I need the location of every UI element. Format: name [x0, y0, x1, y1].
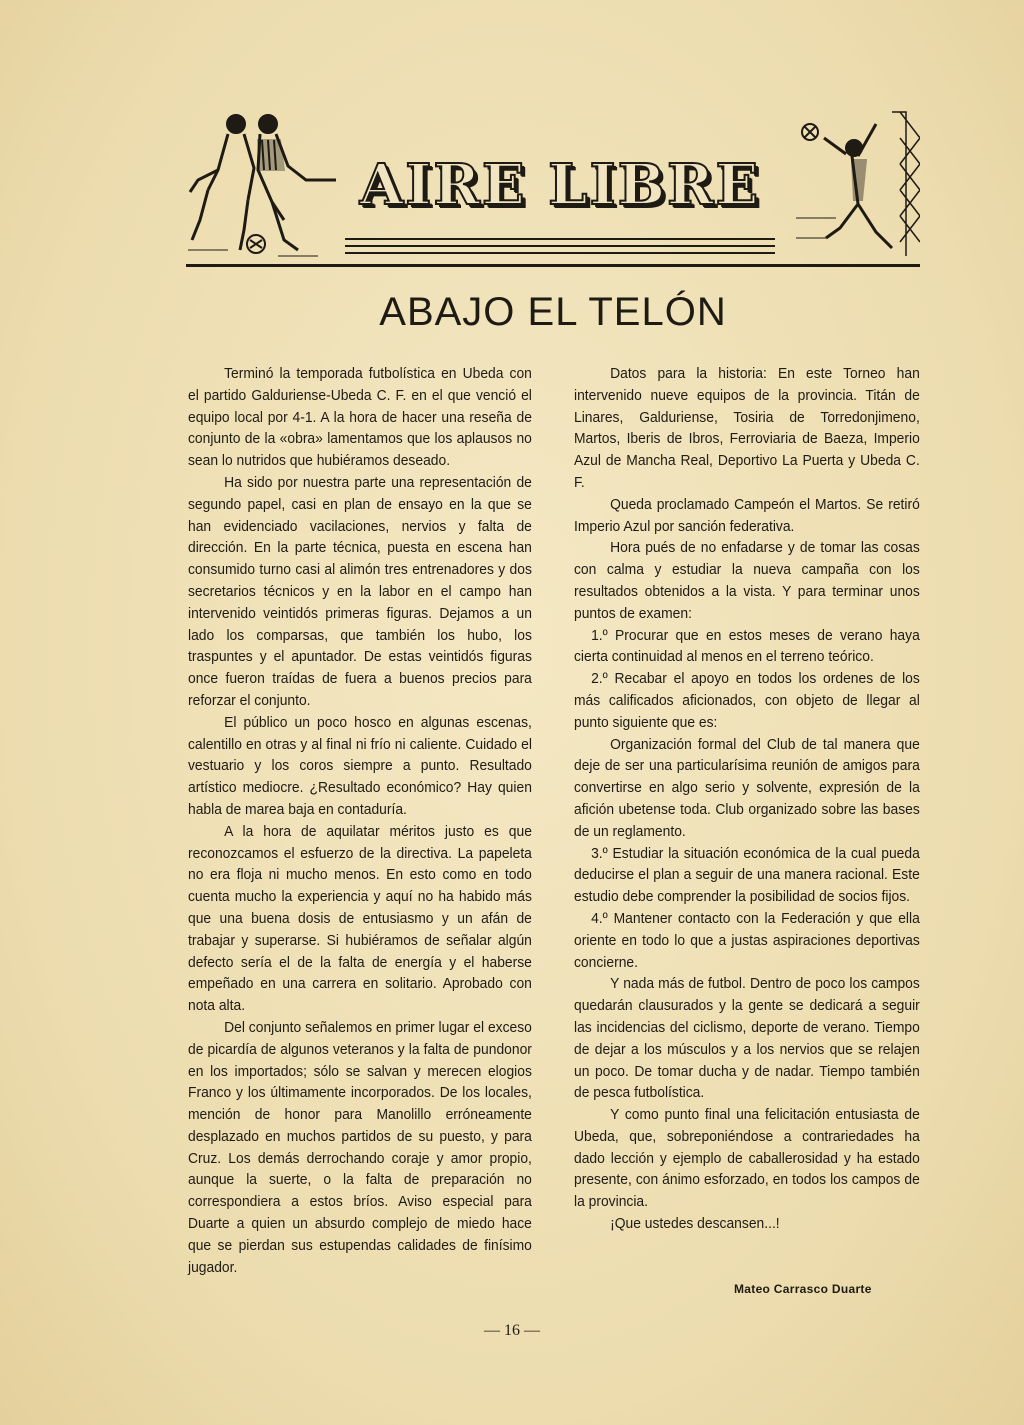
paragraph: Y como punto final una felicitación entusiasta de Ubeda, que, sobreponiéndose a contrariedades ha dado lección y ejemplo de caballerosidad y ha estado presente, con ánimo esforzado, en todos los campos de la provincia. — [574, 1107, 920, 1211]
paragraph: Ha sido por nuestra parte una representación de segundo papel, casi en plan de ensayo en la que se han evidenciado vacilaciones, nervios y falta de dirección. En la parte técnica, puesta en escena han consumido turno casi al alimón tres entrenadores y dos secretarios técnicos y en la labor en el campo han intervenido veintidós primeras figuras. Dejamos a un lado los comparsas, que también los hubo, los traspuntes y el apuntador. De estas veintidós figuras once fueron traídas de fuera a buenos precios para reforzar el conjunto. — [188, 474, 532, 709]
numbered-point: 4.º Mantener contacto con la Federación y que ella oriente en todo lo que a justas aspiraciones deportivas concierne. — [574, 910, 920, 971]
numbered-point: 3.º Estudiar la situación económica de la cual pueda deducirse el plan a seguir de una manera racional. Este estudio debe comprender la posibilidad de socios fijos. — [574, 845, 920, 906]
paragraph: Y nada más de futbol. Dentro de poco los campos quedarán clausurados y la gente se dedicará a seguir las incidencias del ciclismo, deporte de verano. Tiempo de dejar a los músculos y a los nervios que se relajen un poco. De tomar ducha y de nadar. Tiempo también de pesca futbolística. — [574, 976, 920, 1102]
header-rule — [186, 264, 920, 267]
masthead-title: AIRE LIBRE — [359, 152, 761, 218]
page-number: — 16 — — [484, 1322, 540, 1339]
right-column — [574, 364, 920, 1236]
numbered-point: 2.º Recabar el apoyo en todos los ordenes de los más calificados aficionados, con objeto de llegar al punto siguiente que es: — [574, 671, 920, 731]
left-column — [188, 364, 532, 1279]
masthead-lines — [345, 238, 775, 259]
closing-line: ¡Que ustedes descansen...! — [610, 1216, 780, 1233]
paragraph: El público un poco hosco en algunas escenas, calentillo en otras y al final ni frío ni caliente. Cuidado el vestuario y los coros siempre a punto. Resultado artístico mediocre. ¿Resultado económico? Hay quien habla de marea baja en contaduría. — [188, 714, 532, 818]
footballers-illustration — [188, 110, 338, 258]
paragraph: Queda proclamado Campeón el Martos. Se retiró Imperio Azul por sanción federativa. — [574, 496, 920, 535]
paragraph: Del conjunto señalemos en primer lugar el exceso de picardía de algunos veteranos y la falta de pundonor en los importados; sólo se salvan y merecen elogios Franco y los últimamente incorporados. De los locales, mención de honor para Manolillo erróneamente desplazado en muchos partidos de su puesto, y para Cruz. Los demás derrochando coraje y amor propio, aunque la suerte, o la falta de preparación no correspondiera a estos bríos. Aviso especial para Duarte a quien un absurdo complejo de miedo hace que se pierdan sus estupendas calidades de finísimo jugador. — [188, 1019, 532, 1276]
paragraph: A la hora de aquilatar méritos justo es que reconozcamos el esfuerzo de la directiva. La papeleta no era floja ni mucho menos. En esto como en todo cuenta mucho la experiencia y aquí no ha habido más que una buena dosis de entusiasmo y un afán de trabajar y superarse. Si hubiéramos de señalar algún defecto sería el de la falta de energía y el haberse empeñado en una carrera en solitario. Aprobado con nota alta. — [188, 823, 532, 1015]
paragraph: Terminó la temporada futbolística en Ubeda con el partido Galduriense-Ubeda C. F. en el que venció el equipo local por 4-1. A la hora de hacer una reseña de conjunto de la «obra» lamentamos que los aplausos no sean lo nutridos que hubiéramos deseado. — [188, 366, 532, 470]
paragraph: Organización formal del Club de tal manera que deje de ser una particularísima reunión de amigos para convertirse en algo serio y solvente, expresión de la afición ubetense toda. Club organizado sobre las bases de un reglamento. — [574, 736, 920, 840]
paragraph: Hora pués de no enfadarse y de tomar las cosas con calma y estudiar la nueva campaña con los resultados obtenidos a la vista. Y para terminar unos puntos de examen: — [574, 540, 920, 622]
paragraph: Datos para la historia: En este Torneo han intervenido nueve equipos de la provincia. Titán de Linares, Galduriense, Tosiria de Torredonjimeno, Martos, Iberis de Ibros, Ferroviaria de Baeza, Imperio Azul de Mancha Real, Deportivo La Puerta y Ubeda C. F. — [574, 366, 920, 491]
numbered-point: 1.º Procurar que en estos meses de verano haya cierta continuidad al menos en el terreno teórico. — [574, 627, 920, 666]
headline: ABAJO EL TELÓN — [379, 290, 727, 334]
author-signature: Mateo Carrasco Duarte — [734, 1282, 872, 1296]
goalkeeper-illustration — [796, 108, 920, 260]
